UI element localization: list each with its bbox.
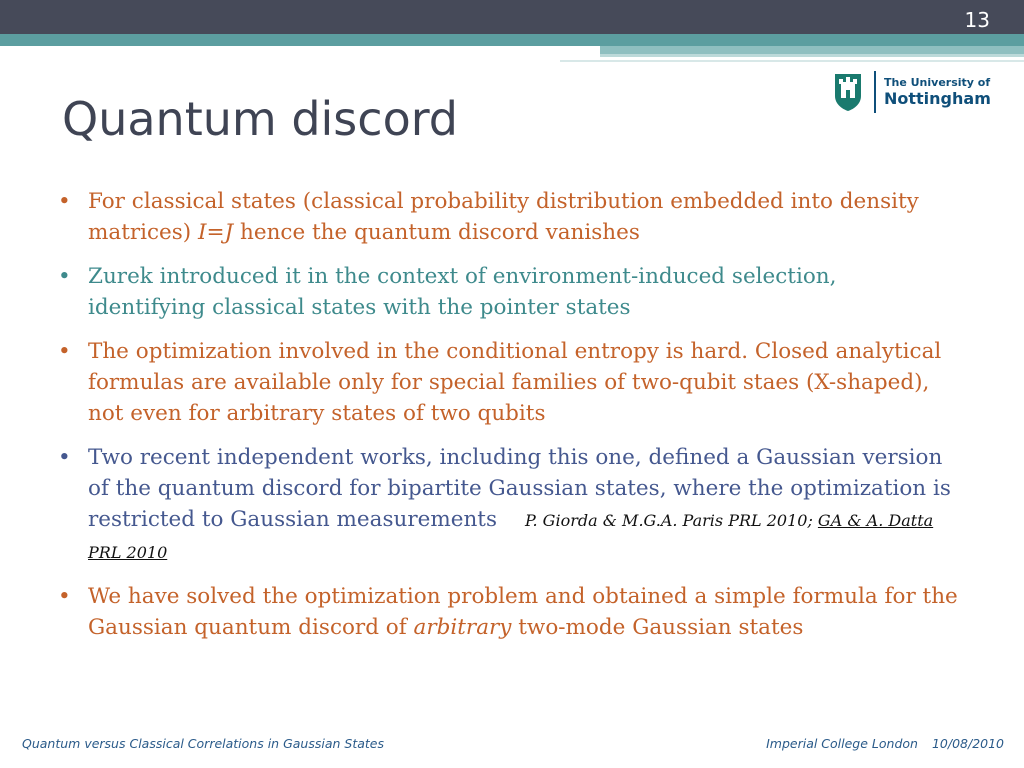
bullet-text-cont: hence the quantum discord vanishes (233, 220, 640, 245)
bullet-icon: • (58, 264, 71, 289)
university-logo (826, 66, 1004, 118)
bullet-item (58, 186, 958, 248)
slide-title: Quantum discord (62, 92, 459, 146)
footer-date: 10/08/2010 (931, 736, 1004, 751)
page-number: 13 (964, 8, 990, 32)
logo-line1: The University of (884, 76, 991, 89)
accent-stripe (0, 34, 1024, 46)
bullet-item (58, 336, 958, 429)
bullet-icon: • (58, 339, 71, 364)
bullet-text-cont: two-mode Gaussian states (511, 615, 804, 640)
bullet-list (58, 186, 958, 656)
bullet-italic: arbitrary (413, 615, 512, 640)
bullet-text: We have solved the optimization problem and obtained a simple formula for the Gaussian quantum discord of (88, 584, 958, 640)
bullet-text: Zurek introduced it in the context of environment-induced selection, identifying classical states with the pointer states (88, 264, 837, 320)
logo-line2: Nottingham (884, 89, 991, 108)
bullet-text: For classical states (classical probability distribution embedded into density matrices) (88, 189, 919, 245)
footer-institution: Imperial College London (766, 736, 918, 751)
reference-1: P. Giorda & M.G.A. Paris PRL 2010; (524, 511, 813, 530)
bullet-text: The optimization involved in the conditional entropy is hard. Closed analytical formulas are available only for special families of two-qubit staes (X-shaped), not even for arbitrary states of two qubits (88, 339, 942, 426)
bullet-icon: • (58, 445, 71, 470)
footer-title: Quantum versus Classical Correlations in Gaussian States (22, 736, 384, 751)
footer-info (766, 736, 1004, 751)
top-banner (0, 0, 1024, 34)
castle-crest-icon (832, 72, 864, 112)
bullet-icon: • (58, 584, 71, 609)
accent-stripe-secondary (600, 46, 1024, 54)
bullet-item (58, 261, 958, 323)
logo-divider (874, 71, 876, 113)
accent-stripe-thin (560, 60, 1024, 62)
bullet-item (58, 581, 958, 643)
bullet-text: Two recent independent works, including this one, defined a Gaussian version of the quantum discord for bipartite Gaussian states, where the optimization is restricted to Gaussian measurements (88, 445, 951, 532)
bullet-icon: • (58, 189, 71, 214)
bullet-item (58, 442, 958, 568)
accent-stripe-tertiary (600, 54, 1024, 57)
bullet-italic: I=J (198, 220, 234, 245)
reference-2-link[interactable]: GA & A. Datta PRL 2010 (88, 511, 934, 562)
logo-wordmark (884, 77, 991, 107)
